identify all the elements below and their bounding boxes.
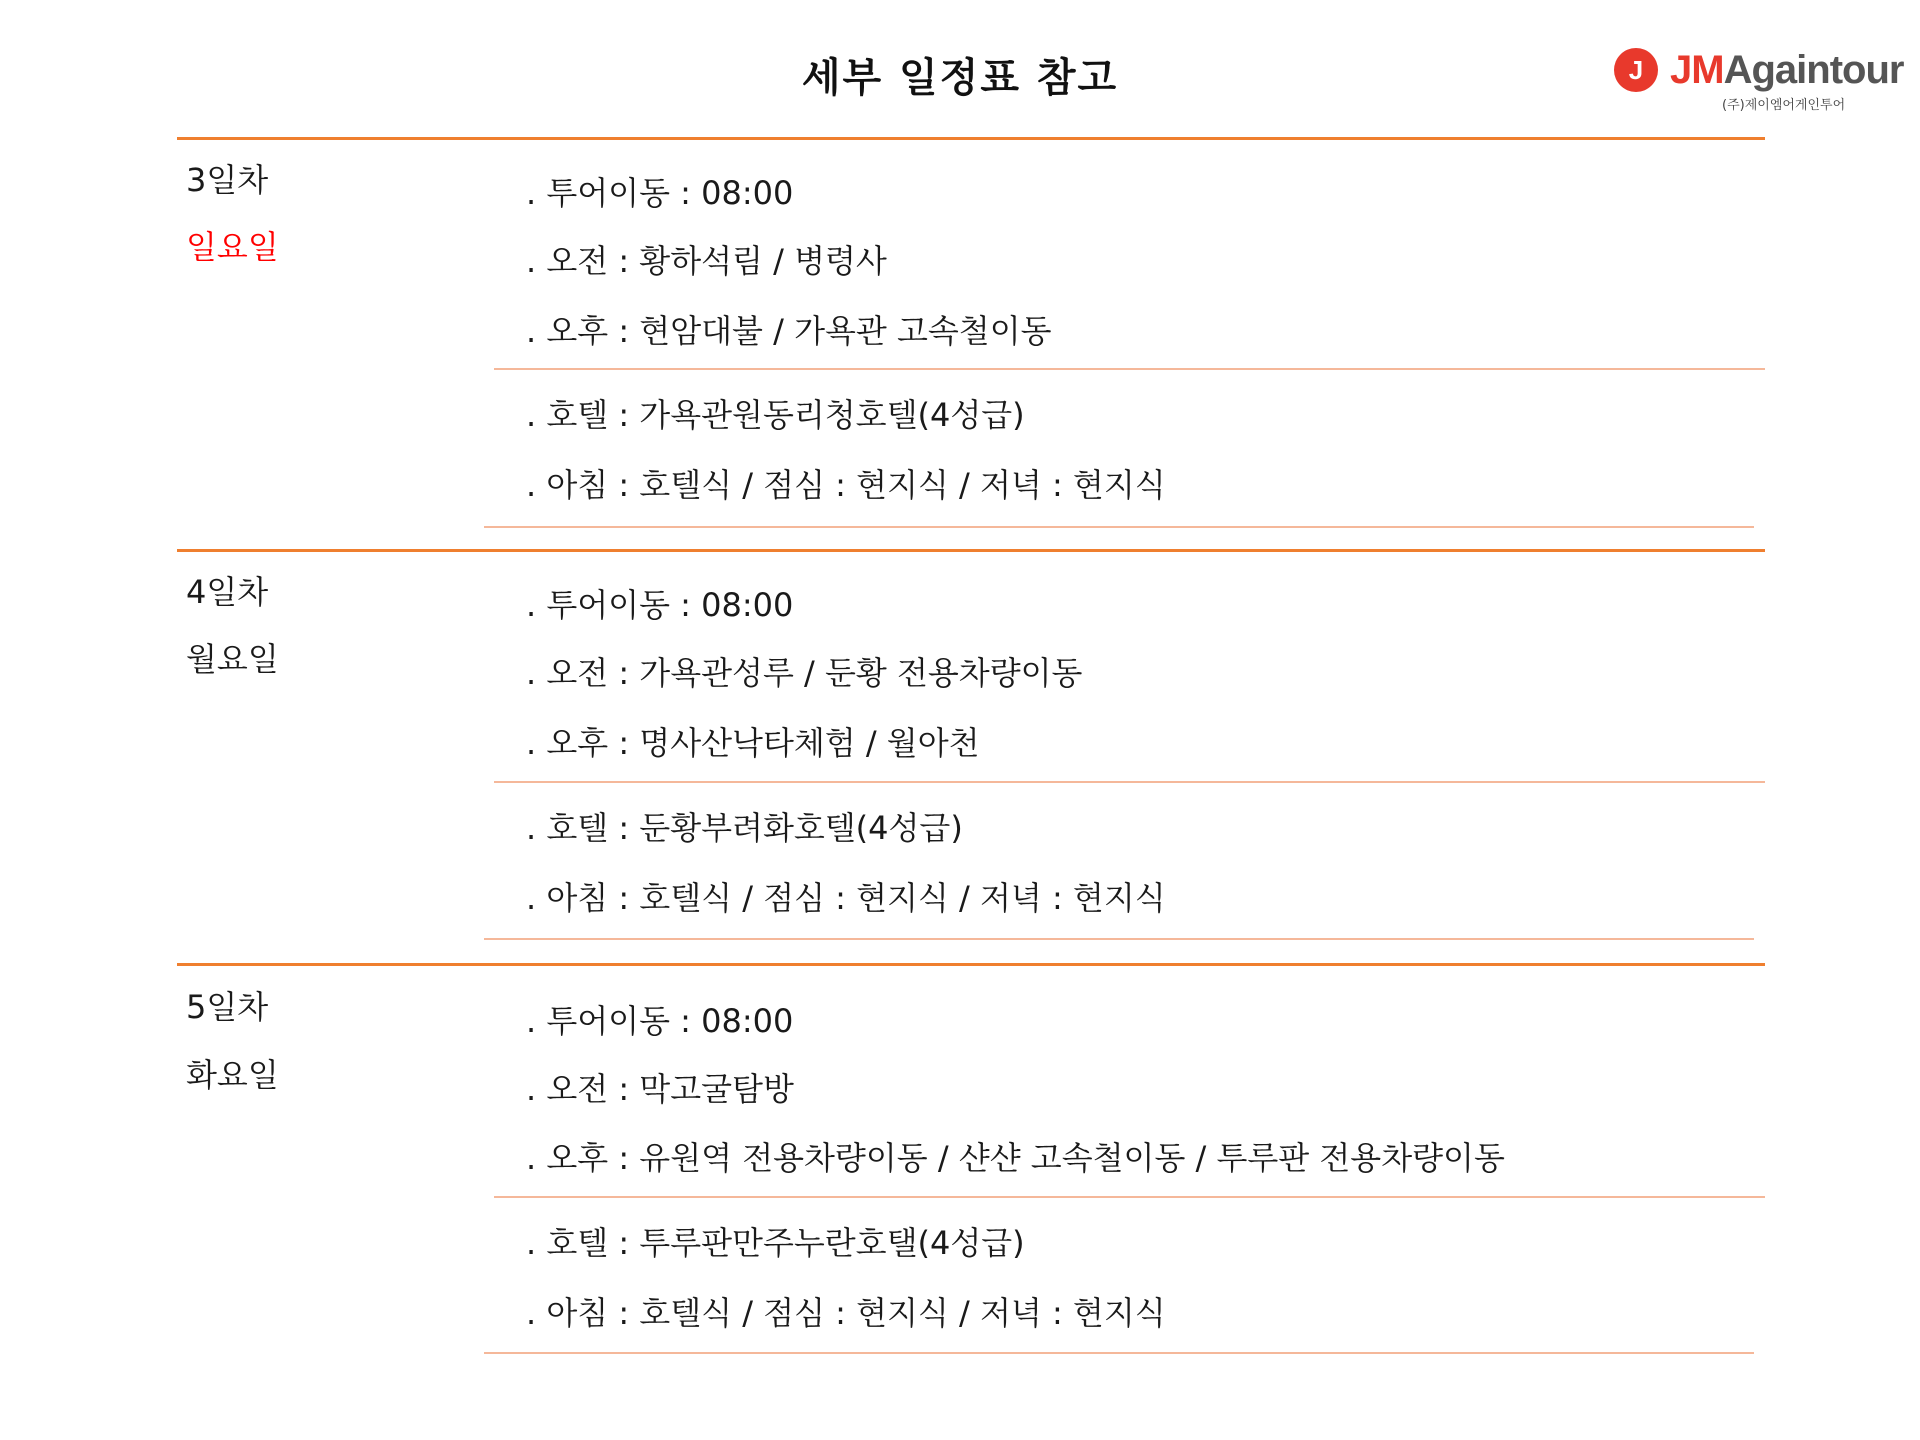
- schedule-item: . 투어이동 : 08:00: [526, 1002, 794, 1040]
- logo-brand-suffix: Againtour: [1723, 48, 1904, 92]
- weekday-label: 일요일: [186, 228, 279, 266]
- schedule-item: . 오후 : 명사산낙타체험 / 월아천: [526, 724, 980, 762]
- section-divider: [177, 549, 1765, 552]
- day-end-divider: [484, 938, 1754, 940]
- day-label: 4일차: [186, 573, 269, 611]
- section-divider: [177, 963, 1765, 966]
- section-divider: [177, 137, 1765, 140]
- jm-logo-icon: [1612, 46, 1668, 94]
- page-title: 세부 일정표 참고: [801, 55, 1119, 101]
- weekday-label: 월요일: [186, 640, 279, 678]
- day-end-divider: [484, 1352, 1754, 1354]
- logo-subtitle: (주)제이엠어게인투어: [1722, 98, 1846, 113]
- hotel-info: . 호텔 : 투루판만주누란호탤(4성급): [526, 1224, 1025, 1262]
- schedule-item: . 오후 : 유원역 전용차량이동 / 샨샨 고속철이동 / 투루판 전용차량이동: [526, 1139, 1505, 1177]
- schedule-item: . 오전 : 황하석림 / 병령사: [526, 242, 887, 280]
- meal-info: . 아침 : 호텔식 / 점심 : 현지식 / 저녁 : 현지식: [526, 466, 1166, 504]
- meal-info: . 아침 : 호텔식 / 점심 : 현지식 / 저녁 : 현지식: [526, 1294, 1166, 1332]
- day-label: 3일차: [186, 161, 269, 199]
- schedule-divider: [494, 781, 1765, 783]
- schedule-item: . 투어이동 : 08:00: [526, 174, 794, 212]
- schedule-divider: [494, 368, 1765, 370]
- logo-brand: [1670, 46, 1903, 94]
- hotel-info: . 호텔 : 둔황부려화호텔(4성급): [526, 809, 963, 847]
- meal-info: . 아침 : 호텔식 / 점심 : 현지식 / 저녁 : 현지식: [526, 879, 1166, 917]
- logo-brand-prefix: JM: [1670, 48, 1724, 92]
- schedule-item: . 오전 : 가욕관성루 / 둔황 전용차량이동: [526, 654, 1083, 692]
- schedule-item: . 오후 : 현암대불 / 가욕관 고속철이동: [526, 312, 1052, 350]
- schedule-item: . 투어이동 : 08:00: [526, 586, 794, 624]
- day-label: 5일차: [186, 988, 269, 1026]
- weekday-label: 화요일: [186, 1056, 279, 1094]
- schedule-item: . 오전 : 막고굴탐방: [526, 1070, 794, 1108]
- hotel-info: . 호텔 : 가욕관원동리청호텔(4성급): [526, 396, 1025, 434]
- company-logo: [1598, 40, 1904, 113]
- day-end-divider: [484, 526, 1754, 528]
- schedule-divider: [494, 1196, 1765, 1198]
- svg-text:J: J: [1628, 55, 1644, 85]
